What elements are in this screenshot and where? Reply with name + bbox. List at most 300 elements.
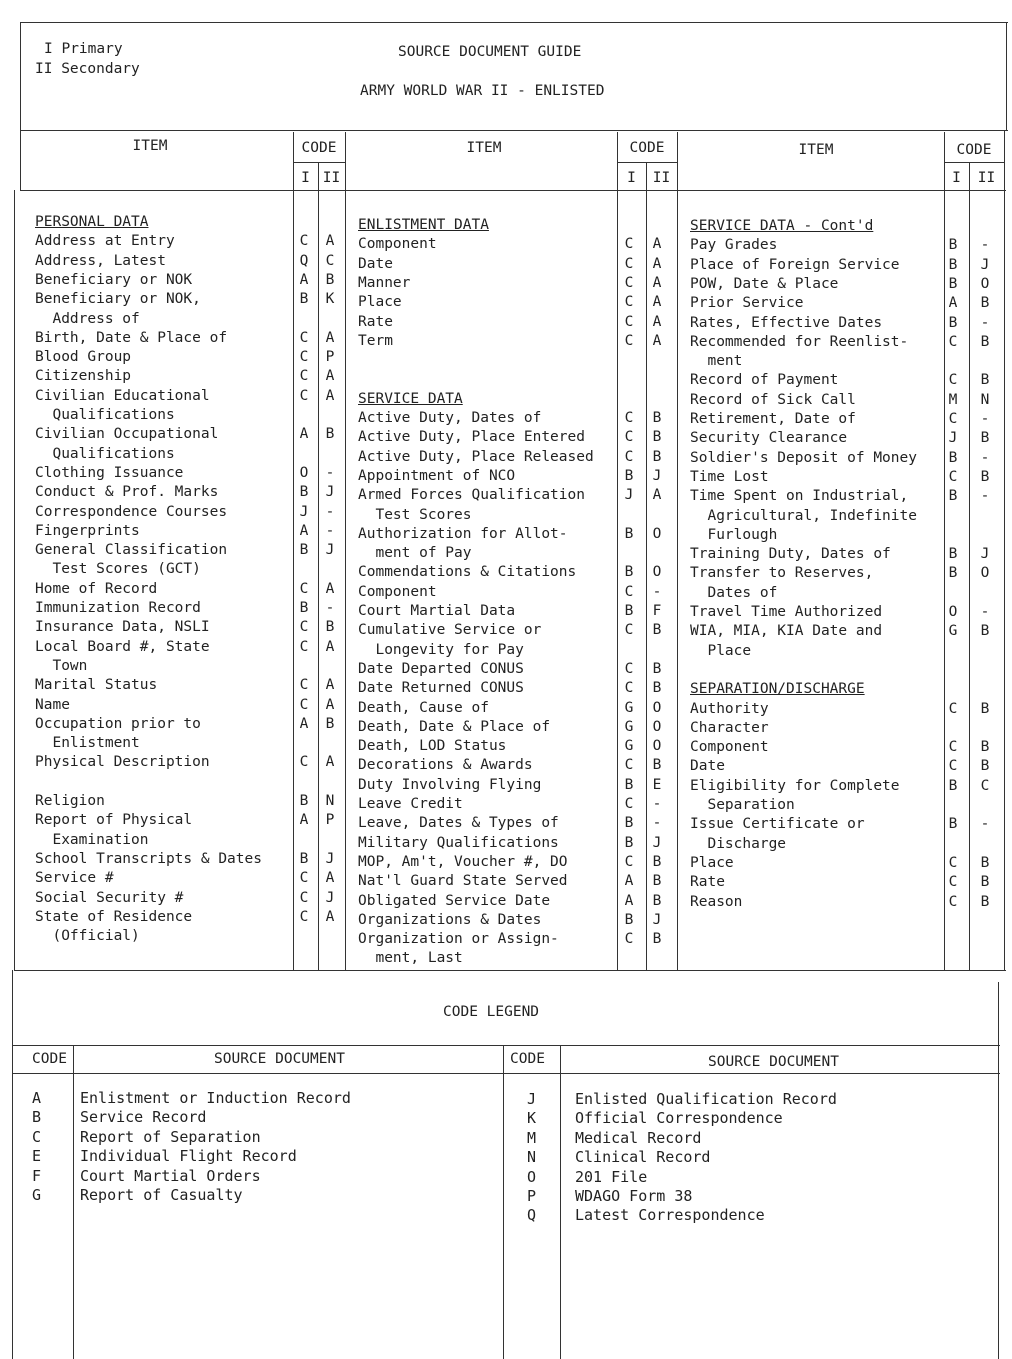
secondary-code: B (325, 426, 335, 443)
primary-code: C (624, 931, 634, 948)
primary-code: C (624, 274, 634, 291)
secondary-code: O (652, 718, 662, 735)
item-label: Issue Certificate or (690, 816, 865, 833)
item-label: Civilian Educational (35, 387, 210, 404)
secondary-code: P (325, 349, 335, 366)
item-label: Authorization for Allot- (358, 525, 568, 542)
legend-code: J (527, 1090, 537, 1108)
secondary-code: J (325, 850, 335, 867)
legend-document: Individual Flight Record (80, 1147, 297, 1166)
primary-code: C (299, 368, 309, 385)
legend-code: G (32, 1186, 42, 1204)
item-label: Citizenship (35, 368, 132, 385)
item-label: Component (358, 583, 437, 600)
legend-divider-right-code (560, 1045, 561, 1359)
legend-document: Report of Separation (80, 1127, 261, 1146)
code-subheader-rule-2 (617, 162, 677, 163)
legend-header-bottom-rule (12, 1073, 1000, 1074)
code-i-header-2: I (627, 170, 636, 186)
secondary-code: B (652, 873, 662, 890)
divider-c2-item (617, 132, 618, 970)
item-label: Local Board #, State (35, 638, 210, 655)
item-label: POW, Date & Place (690, 275, 839, 292)
item-label: Test Scores (358, 506, 472, 523)
item-label: Birth, Date & Place of (35, 329, 228, 346)
outer-frame-top (20, 22, 1008, 23)
item-label: Death, LOD Status (358, 738, 507, 755)
primary-code: C (624, 429, 634, 446)
legend-left-border (12, 970, 13, 1359)
secondary-code: B (325, 271, 335, 288)
secondary-code: B (652, 757, 662, 774)
item-label: Death, Cause of (358, 699, 489, 716)
secondary-code: A (652, 487, 662, 504)
legend-code-header-right: CODE (510, 1051, 545, 1067)
secondary-code: A (325, 580, 335, 597)
secondary-code: O (652, 525, 662, 542)
primary-code: B (624, 467, 634, 484)
code-subheader-rule-1 (293, 162, 345, 163)
item-label: Recommended for Reenlist- (690, 333, 909, 350)
primary-code: C (299, 677, 309, 694)
secondary-code: B (325, 619, 335, 636)
code-i-header-3: I (952, 170, 961, 186)
item-label: Separation (690, 797, 795, 813)
primary-code: C (948, 893, 958, 910)
secondary-code: B (980, 739, 990, 756)
secondary-code: B (652, 448, 662, 465)
legend-doc-header-right: SOURCE DOCUMENT (708, 1054, 839, 1070)
secondary-code: B (652, 410, 662, 426)
item-header-2: ITEM (466, 140, 502, 156)
code-subheader-rule-3 (944, 162, 1004, 163)
primary-code: C (948, 411, 958, 427)
item-label: Beneficiary or NOK, (35, 291, 201, 308)
primary-code: B (948, 816, 958, 833)
item-label: Appointment of NCO (358, 467, 516, 484)
item-label: Leave Credit (358, 796, 463, 812)
secondary-code: B (652, 931, 662, 948)
item-label: Soldier's Deposit of Money (690, 449, 917, 466)
legend-code-header-left: CODE (32, 1051, 67, 1067)
legend-code: C (32, 1127, 42, 1146)
item-label: Place (690, 642, 752, 659)
primary-code: C (299, 349, 309, 366)
primary-code: B (948, 314, 958, 331)
primary-code: A (948, 295, 958, 312)
secondary-code: - (325, 522, 335, 539)
primary-code: C (624, 796, 634, 812)
secondary-code: O (980, 565, 990, 582)
secondary-code: B (652, 680, 662, 697)
primary-code: C (624, 757, 634, 774)
section-heading: SEPARATION/DISCHARGE (690, 681, 865, 698)
legend-doc-header-left: SOURCE DOCUMENT (214, 1051, 345, 1067)
primary-code: A (624, 873, 634, 890)
item-label: Pay Grades (690, 237, 778, 254)
item-label: Active Duty, Dates of (358, 410, 542, 426)
primary-code: C (299, 889, 309, 906)
primary-code: C (948, 739, 958, 756)
item-label: Correspondence Courses (35, 503, 228, 520)
key-secondary: II Secondary (35, 61, 140, 77)
primary-code: C (624, 236, 634, 253)
primary-code: A (299, 522, 309, 539)
secondary-code: B (325, 715, 335, 732)
secondary-code: A (325, 329, 335, 346)
secondary-code: J (652, 834, 662, 851)
item-label: Place of Foreign Service (690, 256, 900, 273)
item-label: Enlistment (35, 735, 140, 752)
primary-code: C (624, 448, 634, 465)
item-label: Authority (690, 700, 769, 717)
legend-document: Latest Correspondence (575, 1206, 765, 1225)
legend-title: CODE LEGEND (443, 1004, 540, 1020)
secondary-code: A (652, 236, 662, 253)
legend-document: Service Record (80, 1108, 207, 1127)
primary-code: J (299, 503, 309, 520)
item-label: Insurance Data, NSLI (35, 619, 210, 636)
secondary-code: A (652, 274, 662, 291)
secondary-code: - (980, 237, 990, 254)
secondary-code: A (325, 870, 335, 887)
primary-code: B (624, 564, 634, 581)
primary-code: A (299, 812, 309, 829)
item-label: Furlough (690, 526, 778, 543)
primary-code: B (299, 850, 309, 867)
primary-code: B (948, 275, 958, 292)
item-label: Active Duty, Place Released (358, 448, 594, 465)
primary-code: B (948, 256, 958, 273)
secondary-code: O (652, 699, 662, 716)
secondary-code: - (325, 600, 335, 616)
item-label: School Transcripts & Dates (35, 850, 262, 867)
item-label: Agricultural, Indefinite (690, 507, 917, 524)
secondary-code: J (325, 484, 335, 501)
primary-code: C (624, 410, 634, 426)
document-title: SOURCE DOCUMENT GUIDE (398, 44, 582, 60)
primary-code: C (299, 233, 309, 250)
item-label: Beneficiary or NOK (35, 271, 193, 288)
item-label: Address, Latest (35, 252, 166, 269)
item-label: Record of Sick Call (690, 391, 856, 408)
item-label: Duty Involving Flying (358, 776, 542, 793)
secondary-code: N (980, 391, 990, 408)
primary-code: G (624, 718, 634, 735)
primary-code: B (948, 546, 958, 563)
primary-code: O (299, 464, 309, 481)
secondary-code: A (652, 294, 662, 311)
secondary-code: B (980, 430, 990, 447)
primary-code: B (948, 488, 958, 505)
secondary-code: B (980, 623, 990, 640)
primary-code: C (948, 333, 958, 350)
legend-document: Report of Casualty (80, 1186, 243, 1204)
primary-code: A (299, 715, 309, 732)
secondary-code: C (980, 777, 990, 794)
item-label: Commendations & Citations (358, 564, 577, 581)
item-label: Longevity for Pay (358, 641, 524, 658)
primary-code: J (948, 430, 958, 447)
secondary-code: B (652, 622, 662, 639)
item-label: Address of (35, 310, 140, 327)
legend-document: WDAGO Form 38 (575, 1187, 693, 1205)
item-label: Service # (35, 870, 114, 887)
item-header-1: ITEM (132, 138, 168, 154)
primary-code: B (624, 776, 634, 793)
primary-code: C (624, 313, 634, 330)
secondary-code: F (652, 603, 662, 619)
legend-code: K (527, 1109, 537, 1128)
legend-header-top-rule (12, 1045, 1000, 1046)
primary-code: B (299, 793, 309, 809)
divider-c1-end (345, 132, 346, 970)
item-label: Component (358, 236, 437, 253)
code-header-2: CODE (629, 140, 665, 156)
primary-code: C (948, 758, 958, 775)
item-label: Organization or Assign- (358, 931, 559, 948)
secondary-code: A (325, 696, 335, 713)
secondary-code: - (980, 449, 990, 466)
primary-code: C (299, 638, 309, 655)
item-label: Training Duty, Dates of (690, 546, 891, 563)
primary-code: G (948, 623, 958, 640)
primary-code: G (624, 699, 634, 716)
divider-c3-code (969, 162, 970, 970)
legend-code: E (32, 1147, 42, 1166)
item-label: State of Residence (35, 908, 193, 925)
legend-code: Q (527, 1206, 537, 1225)
primary-code: C (299, 619, 309, 636)
secondary-code: - (325, 503, 335, 520)
item-label: Cumulative Service or (358, 622, 542, 639)
left-border-lower (14, 190, 15, 970)
item-label: Home of Record (35, 580, 158, 597)
item-label: Obligated Service Date (358, 892, 551, 909)
item-label: Court Martial Data (358, 603, 516, 619)
secondary-code: O (980, 275, 990, 292)
secondary-code: - (652, 815, 662, 832)
code-ii-header-1: II (322, 170, 341, 186)
legend-right-border (998, 982, 999, 1359)
outer-frame-right (1006, 22, 1007, 130)
primary-code: B (948, 777, 958, 794)
item-label: Prior Service (690, 295, 804, 312)
secondary-code: B (980, 854, 990, 871)
item-label: Physical Description (35, 754, 210, 771)
item-label: Transfer to Reserves, (690, 565, 874, 582)
primary-code: C (948, 468, 958, 485)
secondary-code: B (652, 660, 662, 677)
primary-code: Q (299, 252, 309, 269)
legend-document: 201 File (575, 1167, 648, 1186)
primary-code: C (624, 622, 634, 639)
primary-code: C (948, 854, 958, 871)
legend-code: B (32, 1108, 42, 1127)
secondary-code: J (652, 467, 662, 484)
secondary-code: - (980, 488, 990, 505)
secondary-code: B (652, 892, 662, 909)
secondary-code: J (980, 546, 990, 563)
item-label: Conduct & Prof. Marks (35, 484, 219, 501)
item-label: Rate (358, 313, 393, 330)
item-label: Date (690, 758, 725, 775)
secondary-code: J (980, 256, 990, 273)
secondary-code: E (652, 776, 662, 793)
secondary-code: A (325, 387, 335, 404)
secondary-code: - (325, 464, 335, 481)
item-label: (Official) (35, 928, 140, 945)
item-label: Discharge (690, 835, 787, 852)
secondary-code: A (325, 233, 335, 250)
item-label: Component (690, 739, 769, 756)
header-rule (20, 130, 1008, 131)
left-border (20, 130, 21, 190)
primary-code: B (624, 603, 634, 619)
column-header-rule (20, 190, 1006, 191)
primary-code: C (624, 853, 634, 870)
secondary-code: B (980, 468, 990, 485)
secondary-code: B (652, 429, 662, 446)
legend-code: O (527, 1167, 537, 1186)
item-label: Place (358, 294, 402, 311)
primary-code: B (624, 815, 634, 832)
secondary-code: - (980, 411, 990, 427)
item-label: Occupation prior to (35, 715, 201, 732)
secondary-code: A (325, 754, 335, 771)
right-border (1004, 130, 1005, 970)
item-label: Eligibility for Complete (690, 777, 900, 794)
key-primary: I Primary (44, 41, 123, 57)
primary-code: B (624, 525, 634, 542)
secondary-code: A (325, 908, 335, 925)
item-label: Fingerprints (35, 522, 140, 539)
item-label: Dates of (690, 584, 778, 601)
item-label: ment, Last (358, 950, 463, 967)
secondary-code: K (325, 291, 335, 308)
primary-code: G (624, 738, 634, 755)
item-label: Record of Payment (690, 372, 839, 389)
divider-c2-code (646, 162, 647, 970)
primary-code: C (624, 255, 634, 272)
primary-code: A (299, 271, 309, 288)
section-heading: SERVICE DATA (358, 390, 463, 407)
primary-code: C (624, 294, 634, 311)
item-label: Rate (690, 874, 725, 891)
secondary-code: B (652, 853, 662, 870)
secondary-code: A (325, 638, 335, 655)
item-label: Decorations & Awards (358, 757, 533, 774)
code-ii-header-2: II (652, 170, 671, 186)
primary-code: B (299, 291, 309, 308)
primary-code: B (299, 542, 309, 559)
item-label: Qualifications (35, 445, 175, 462)
legend-document: Medical Record (575, 1128, 702, 1147)
primary-code: B (624, 834, 634, 851)
primary-code: C (948, 372, 958, 389)
code-header-1: CODE (301, 140, 337, 156)
item-label: ment (690, 353, 743, 370)
primary-code: B (948, 565, 958, 582)
secondary-code: B (980, 874, 990, 891)
secondary-code: A (325, 368, 335, 385)
legend-document: Enlisted Qualification Record (575, 1090, 837, 1108)
item-label: Rates, Effective Dates (690, 314, 883, 331)
secondary-code: B (980, 372, 990, 389)
secondary-code: N (325, 793, 335, 809)
primary-code: C (624, 332, 634, 349)
item-header-3: ITEM (798, 142, 834, 158)
legend-document: Court Martial Orders (80, 1166, 261, 1185)
item-label: Active Duty, Place Entered (358, 429, 585, 446)
item-label: Address at Entry (35, 233, 175, 250)
item-label: Nat'l Guard State Served (358, 873, 568, 890)
primary-code: C (299, 387, 309, 404)
item-label: Marital Status (35, 677, 158, 694)
item-label: Blood Group (35, 349, 132, 366)
legend-document: Clinical Record (575, 1148, 711, 1167)
divider-c1-item (293, 132, 294, 970)
secondary-code: O (652, 738, 662, 755)
secondary-code: P (325, 812, 335, 829)
primary-code: C (948, 700, 958, 717)
secondary-code: B (980, 295, 990, 312)
item-label: Leave, Dates & Types of (358, 815, 559, 832)
primary-code: J (624, 487, 634, 504)
item-label: Date Departed CONUS (358, 660, 524, 677)
item-label: WIA, MIA, KIA Date and (690, 623, 883, 640)
secondary-code: J (325, 542, 335, 559)
item-label: Security Clearance (690, 430, 848, 447)
item-label: General Classification (35, 542, 228, 559)
secondary-code: - (652, 796, 662, 812)
secondary-code: A (325, 677, 335, 694)
item-label: Manner (358, 274, 411, 291)
primary-code: B (299, 484, 309, 501)
primary-code: C (624, 660, 634, 677)
item-label: Military Qualifications (358, 834, 559, 851)
legend-divider-left-code (73, 1045, 74, 1359)
secondary-code: A (652, 332, 662, 349)
item-label: Religion (35, 793, 105, 809)
primary-code: B (948, 449, 958, 466)
primary-code: A (624, 892, 634, 909)
item-label: Reason (690, 893, 743, 910)
item-label: Death, Date & Place of (358, 718, 551, 735)
section-heading: ENLISTMENT DATA (358, 217, 489, 233)
primary-code: C (299, 908, 309, 925)
primary-code: C (948, 874, 958, 891)
legend-code: M (527, 1128, 537, 1147)
document-subtitle: ARMY WORLD WAR II - ENLISTED (360, 83, 605, 99)
primary-code: O (948, 604, 958, 620)
item-label: Report of Physical (35, 812, 193, 829)
secondary-code: J (325, 889, 335, 906)
item-label: Date Returned CONUS (358, 680, 524, 697)
item-label: Town (35, 657, 88, 674)
item-label: Qualifications (35, 407, 175, 423)
secondary-code: B (980, 333, 990, 350)
legend-document: Enlistment or Induction Record (80, 1089, 351, 1107)
item-label: Place (690, 854, 734, 871)
section-heading: SERVICE DATA - Cont'd (690, 218, 874, 234)
legend-document: Official Correspondence (575, 1109, 783, 1128)
primary-code: C (299, 870, 309, 887)
primary-code: C (299, 754, 309, 771)
code-header-3: CODE (956, 142, 992, 158)
primary-code: B (624, 911, 634, 928)
item-label: Armed Forces Qualification (358, 487, 585, 504)
